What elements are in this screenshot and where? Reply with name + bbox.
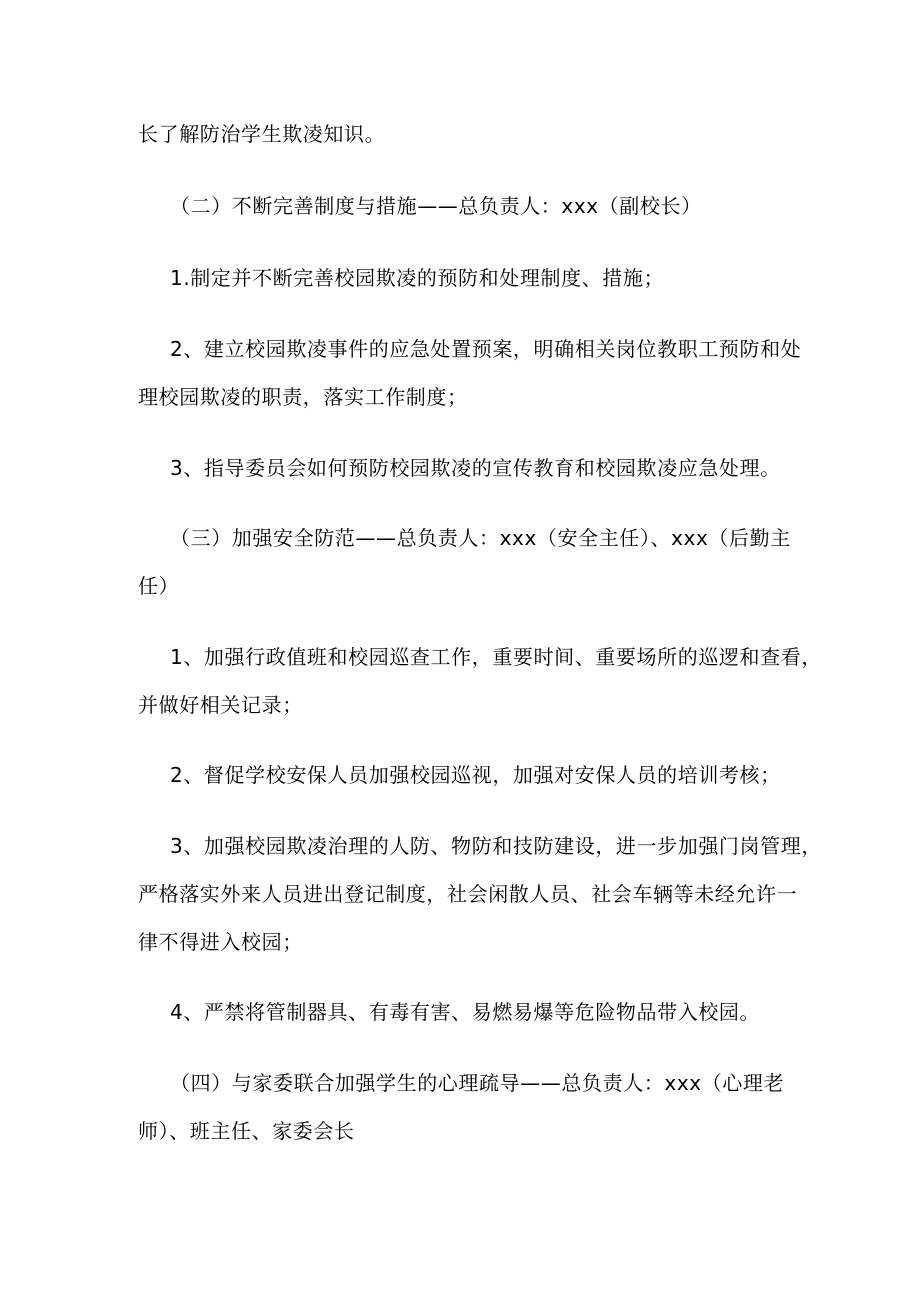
- text-line: 3、加强校园欺凌治理的人防、物防和技防建设，进一步加强门岗管理，: [170, 834, 822, 858]
- text-line: 2、建立校园欺凌事件的应急处置预案，明确相关岗位教职工预防和处: [170, 337, 802, 361]
- text-line: 3、指导委员会如何预防校园欺凌的宣传教育和校园欺凌应急处理。: [170, 456, 781, 480]
- text-line: 2、督促学校安保人员加强校园巡视，加强对安保人员的培训考核；: [170, 763, 781, 787]
- text-line: 4、严禁将管制器具、有毒有害、易燃易爆等危险物品带入校园。: [170, 1000, 761, 1024]
- text-line: 律不得进入校园；: [138, 930, 303, 954]
- section-heading: （四）与家委联合加强学生的心理疏导——总负责人：xxx（心理老: [170, 1071, 785, 1095]
- section-heading: 任）: [138, 574, 180, 598]
- text-line: 长了解防治学生欺凌知识。: [138, 122, 386, 146]
- text-line: 严格落实外来人员进出登记制度，社会闲散人员、社会车辆等未经允许一: [138, 882, 798, 906]
- section-heading: （三）加强安全防范——总负责人：xxx（安全主任）、xxx（后勤主: [170, 526, 791, 550]
- text-line: 1、加强行政值班和校园巡查工作，重要时间、重要场所的巡逻和查看，: [170, 645, 822, 669]
- text-line: 理校园欺凌的职责，落实工作制度；: [138, 385, 468, 409]
- section-heading: 师）、班主任、家委会长: [138, 1119, 355, 1143]
- text-line: 1.制定并不断完善校园欺凌的预防和处理制度、措施；: [170, 266, 665, 290]
- section-heading: （二）不断完善制度与措施——总负责人：xxx（副校长）: [170, 194, 702, 218]
- text-line: 并做好相关记录；: [138, 693, 303, 717]
